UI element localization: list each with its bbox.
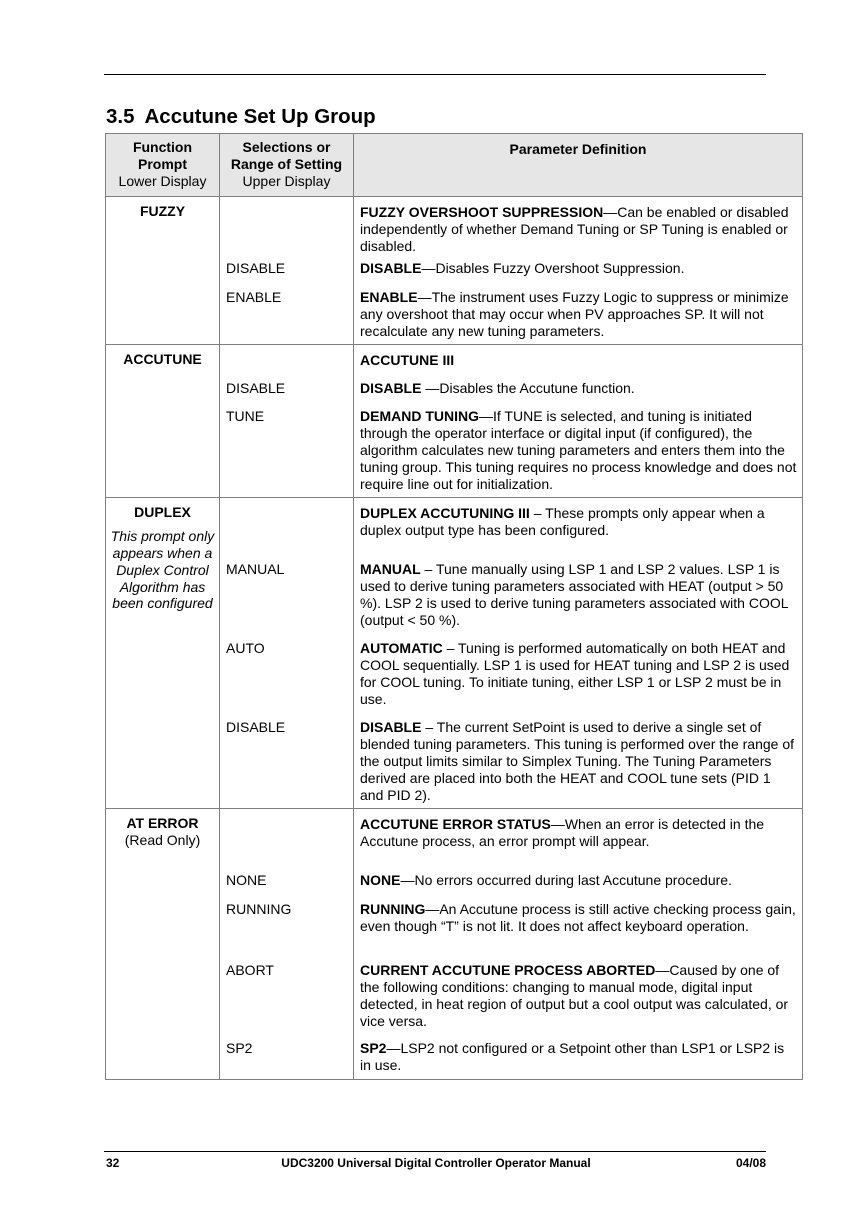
definition-heading	[360, 345, 797, 380]
prompt-name: DUPLEX	[134, 504, 191, 521]
definition-term: DISABLE	[360, 380, 422, 397]
footer-manual-title: UDC3200 Universal Digital Controller Operator Manual	[281, 1156, 591, 1170]
footer-date: 04/08	[735, 1156, 766, 1170]
selection-value: TUNE	[226, 408, 265, 425]
definition-item	[360, 1040, 797, 1079]
selection-value: DISABLE	[226, 260, 286, 276]
prompt-name: FUZZY	[139, 203, 186, 219]
footer-page-number: 32	[106, 1156, 120, 1170]
selection-cell	[220, 498, 354, 809]
definition-cell	[354, 345, 803, 498]
definition-text: —Caused by one of the following conditions: changing to manual mode, digital input detected, in heat region of output but a cool output was calculated, or vice versa.	[360, 962, 789, 1029]
prompt-cell	[106, 809, 220, 1080]
table-row	[106, 498, 803, 809]
table-row	[106, 345, 803, 498]
definition-item	[360, 640, 797, 719]
prompt-cell	[106, 498, 220, 809]
definition-text: —LSP2 not configured or a Setpoint other than LSP1 or LSP2 is in use.	[360, 1040, 785, 1074]
header-text: Upper Display	[242, 172, 331, 189]
definition-item	[360, 901, 797, 962]
definition-item	[360, 408, 797, 497]
prompt-cell	[106, 345, 220, 498]
definition-term: ACCUTUNE ERROR STATUS	[360, 816, 551, 833]
definition-text: —No errors occurred during last Accutune procedure.	[400, 872, 732, 889]
definition-text: – These prompts only appear when a duplex output type has been configured.	[360, 505, 765, 539]
header-text: Selections or	[242, 139, 331, 155]
definition-item	[360, 561, 797, 640]
definition-term: DUPLEX ACCUTUNING III	[360, 505, 530, 522]
selection-value: ENABLE	[226, 289, 282, 305]
definition-text: —Disables the Accutune function.	[421, 380, 635, 397]
definition-item	[360, 289, 797, 344]
definition-heading	[360, 809, 797, 872]
header-text: Function	[132, 139, 193, 155]
selection-value: DISABLE	[226, 719, 286, 736]
prompt-note: This prompt only appears when a Duplex Control Algorithm has been configured	[110, 528, 215, 612]
selection-value: RUNNING	[226, 901, 292, 918]
definition-term: ENABLE	[360, 289, 418, 305]
definition-text: – Tune manually using LSP 1 and LSP 2 values. LSP 1 is used to derive tuning parameters associated with HEAT (output > 50 %). LSP 2 is used to derive tuning parameters associated with COOL (output < 50 %).	[360, 561, 788, 628]
selection-cell	[220, 197, 354, 345]
section-title	[106, 105, 376, 129]
definition-term: DEMAND TUNING	[360, 408, 479, 425]
definition-text: —If TUNE is selected, and tuning is initiated through the operator interface or digital input (if configured), the algorithm calculates new tuning parameters and enters them into the tuning group. This tuning requires no process knowledge and does not require line out for initialization.	[360, 408, 797, 492]
definition-cell	[354, 197, 803, 345]
prompt-subtext: (Read Only)	[124, 832, 201, 849]
prompt-name: AT ERROR	[126, 815, 199, 832]
header-function-prompt	[106, 134, 220, 197]
definition-term: CURRENT ACCUTUNE PROCESS ABORTED	[360, 962, 656, 979]
definition-text: – Tuning is performed automatically on both HEAT and COOL sequentially. LSP 1 is used for HEAT tuning and LSP 2 is used for COOL tuning. To initiate tuning, either LSP 1 or LSP 2 must be in use.	[360, 640, 790, 707]
definition-term: ACCUTUNE III	[360, 352, 455, 369]
selection-value: SP2	[226, 1040, 253, 1057]
definition-text: —When an error is detected in the Accutune process, an error prompt will appear.	[360, 816, 765, 850]
definition-term: MANUAL	[360, 561, 421, 578]
prompt-name: ACCUTUNE	[123, 351, 202, 368]
header-rule	[104, 74, 766, 75]
section-title-text: Accutune Set Up Group	[144, 105, 376, 128]
definition-text: —Can be enabled or disabled independently of whether Demand Tuning or SP Tuning is enabled or disabled.	[360, 204, 789, 254]
footer-rule	[104, 1151, 766, 1152]
table-row	[106, 809, 803, 1080]
selection-cell	[220, 809, 354, 1080]
selection-cell	[220, 345, 354, 498]
header-parameter-definition	[354, 134, 803, 197]
prompt-cell	[106, 197, 220, 345]
table-row	[106, 197, 803, 345]
accutune-table	[105, 133, 803, 1080]
header-selections	[220, 134, 354, 197]
definition-text: —An Accutune process is still active checking process gain, even though “T” is not lit. It does not affect keyboard operation.	[360, 901, 796, 935]
header-text: Prompt	[138, 155, 187, 172]
definition-text: —Disables Fuzzy Overshoot Suppression.	[421, 260, 685, 276]
definition-term: DISABLE	[360, 719, 422, 736]
table-header-row	[106, 134, 803, 197]
header-text: Range of Setting	[230, 155, 343, 172]
definition-cell	[354, 498, 803, 809]
definition-heading	[360, 197, 797, 260]
definition-item	[360, 260, 797, 289]
definition-cell	[354, 809, 803, 1080]
definition-term: NONE	[360, 872, 401, 889]
definition-text: – The current SetPoint is used to derive a single set of blended tuning parameters. This tuning is performed over the range of the output limits similar to Simplex Tuning. The Tuning Parameters derived are placed into both the HEAT and COOL tune sets (PID 1 and PID 2).	[360, 719, 794, 803]
definition-heading	[360, 498, 797, 561]
definition-item	[360, 380, 797, 408]
definition-term: RUNNING	[360, 901, 426, 918]
selection-value: MANUAL	[226, 561, 285, 578]
selection-value: AUTO	[226, 640, 265, 657]
header-text: Lower Display	[118, 172, 207, 189]
selection-value: DISABLE	[226, 380, 286, 397]
definition-term: FUZZY OVERSHOOT SUPPRESSION	[360, 204, 604, 220]
definition-term: DISABLE	[360, 260, 422, 276]
selection-value: NONE	[226, 872, 267, 889]
definition-term: SP2	[360, 1040, 387, 1057]
definition-item	[360, 872, 797, 901]
definition-item	[360, 719, 797, 808]
header-text: Parameter Definition	[509, 141, 647, 157]
definition-term: AUTOMATIC	[360, 640, 443, 657]
definition-item	[360, 962, 797, 1040]
section-number: 3.5	[106, 105, 135, 128]
selection-value: ABORT	[226, 962, 274, 979]
definition-text: —The instrument uses Fuzzy Logic to suppress or minimize any overshoot that may occur when PV approaches SP. It will not recalculate any new tuning parameters.	[360, 289, 789, 339]
